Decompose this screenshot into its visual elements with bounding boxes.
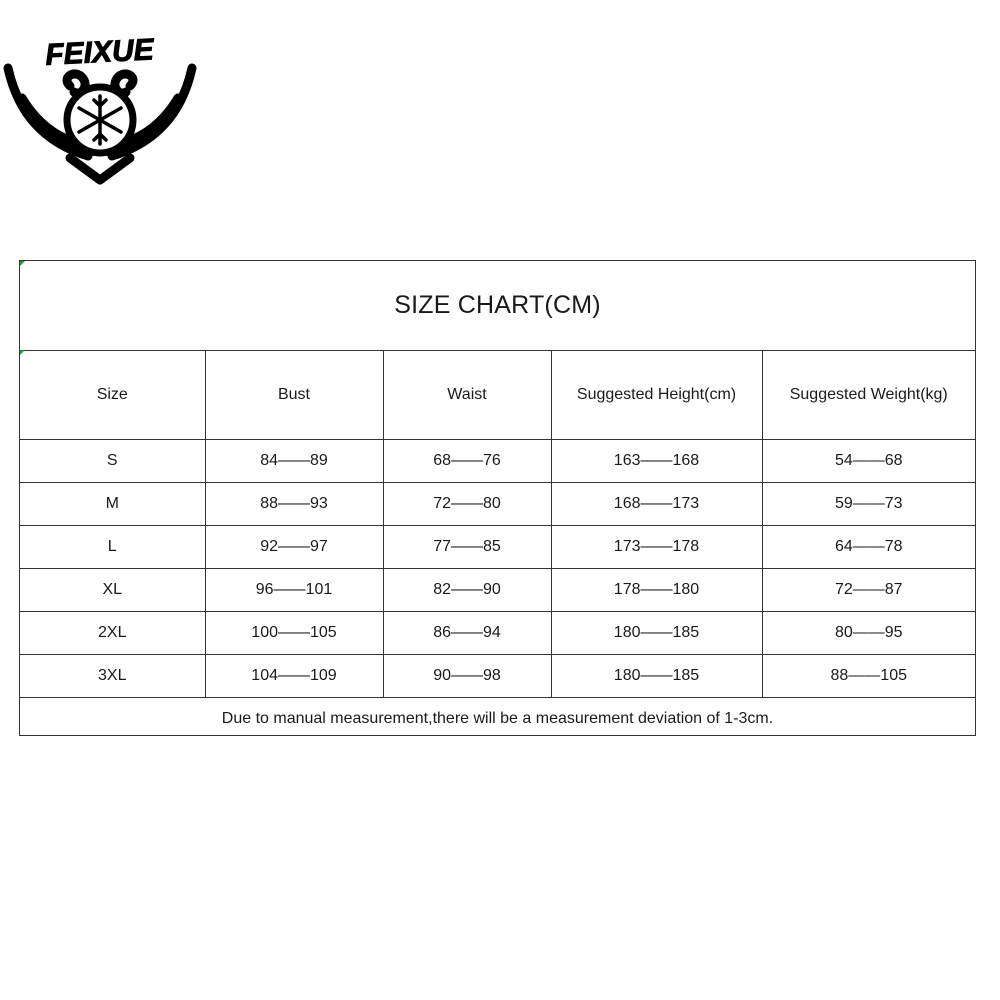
size-table	[20, 261, 975, 740]
bust-cell: 92——97	[205, 526, 383, 569]
bust-cell: 84——89	[205, 440, 383, 483]
height-cell: 173——178	[551, 526, 762, 569]
header-waist: Waist	[383, 351, 551, 440]
header-bust: Bust	[205, 351, 383, 440]
size-chart	[19, 260, 976, 736]
waist-cell: 77——85	[383, 526, 551, 569]
header-suggested-height: Suggested Height(cm)	[551, 351, 762, 440]
height-cell: 180——185	[551, 612, 762, 655]
size-cell: M	[20, 483, 205, 526]
bust-cell: 100——105	[205, 612, 383, 655]
size-cell: L	[20, 526, 205, 569]
feixue-logo	[0, 28, 200, 188]
header-size: Size	[20, 351, 205, 440]
weight-cell: 88——105	[762, 655, 975, 698]
height-cell: 163——168	[551, 440, 762, 483]
waist-cell: 72——80	[383, 483, 551, 526]
measurement-note: Due to manual measurement,there will be a measurement deviation of 1-3cm.	[20, 698, 975, 741]
waist-cell: 68——76	[383, 440, 551, 483]
table-row	[20, 483, 975, 526]
corner-marker	[20, 350, 25, 355]
weight-cell: 59——73	[762, 483, 975, 526]
size-cell: XL	[20, 569, 205, 612]
size-cell: 3XL	[20, 655, 205, 698]
bust-cell: 96——101	[205, 569, 383, 612]
table-row	[20, 440, 975, 483]
table-header-row	[20, 351, 975, 440]
weight-cell: 54——68	[762, 440, 975, 483]
height-cell: 180——185	[551, 655, 762, 698]
waist-cell: 90——98	[383, 655, 551, 698]
bust-cell: 88——93	[205, 483, 383, 526]
table-row	[20, 569, 975, 612]
height-cell: 168——173	[551, 483, 762, 526]
size-cell: S	[20, 440, 205, 483]
height-cell: 178——180	[551, 569, 762, 612]
weight-cell: 80——95	[762, 612, 975, 655]
svg-text:FEIXUE: FEIXUE	[44, 33, 155, 72]
table-row	[20, 526, 975, 569]
weight-cell: 72——87	[762, 569, 975, 612]
size-cell: 2XL	[20, 612, 205, 655]
waist-cell: 86——94	[383, 612, 551, 655]
chart-title: SIZE CHART(CM)	[20, 261, 975, 351]
corner-marker	[20, 261, 25, 266]
table-row	[20, 612, 975, 655]
bust-cell: 104——109	[205, 655, 383, 698]
table-row	[20, 655, 975, 698]
header-suggested-weight: Suggested Weight(kg)	[762, 351, 975, 440]
weight-cell: 64——78	[762, 526, 975, 569]
waist-cell: 82——90	[383, 569, 551, 612]
